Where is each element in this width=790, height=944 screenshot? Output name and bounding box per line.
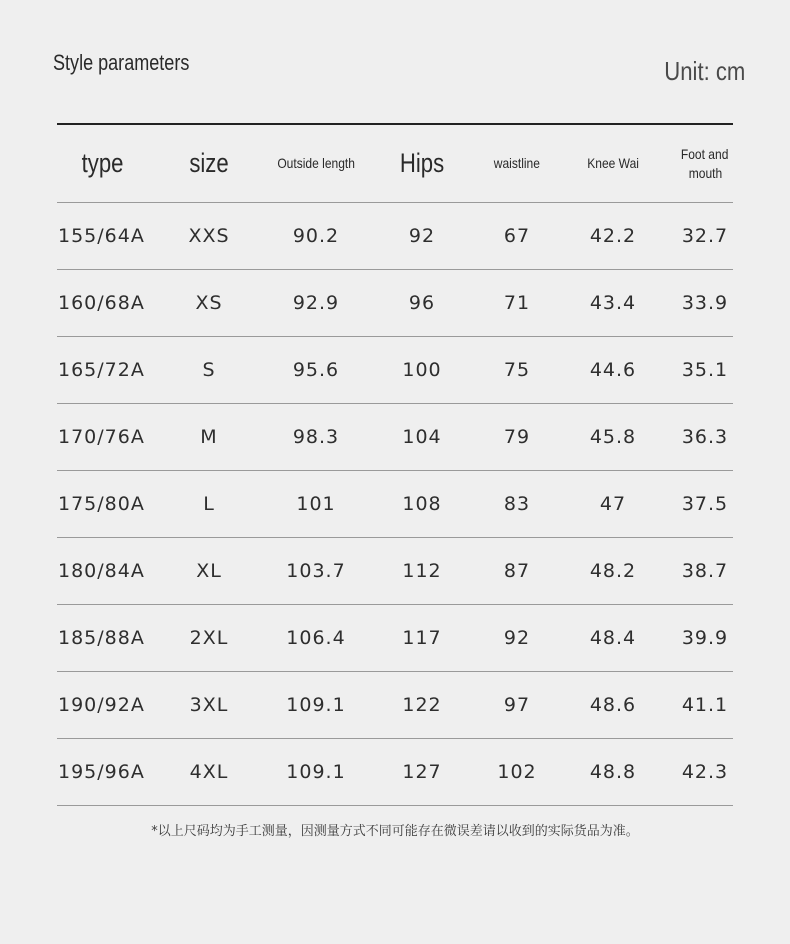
table-row xyxy=(57,538,733,605)
cell-hips: 92 xyxy=(408,225,436,247)
cell-type: 155/64A xyxy=(58,225,145,247)
page-title: Style parameters xyxy=(53,50,190,75)
header-foot-line1: Foot and xyxy=(681,145,729,162)
cell-type: 160/68A xyxy=(58,292,145,314)
cell-hips: 108 xyxy=(402,493,442,515)
cell-outside-length: 95.6 xyxy=(292,359,340,381)
header-cell-knee xyxy=(567,125,659,202)
cell-type: 190/92A xyxy=(58,694,145,716)
cell-size: 4XL xyxy=(189,761,229,783)
cell-foot-mouth: 37.5 xyxy=(681,493,729,515)
cell-foot-mouth: 33.9 xyxy=(681,292,729,314)
header-cell-size xyxy=(159,125,259,202)
table-body xyxy=(57,203,733,806)
cell-knee: 43.4 xyxy=(589,292,637,314)
cell-knee: 47 xyxy=(599,493,627,515)
cell-hips: 127 xyxy=(402,761,442,783)
cell-foot-mouth: 41.1 xyxy=(681,694,729,716)
cell-hips: 112 xyxy=(402,560,442,582)
cell-waistline: 79 xyxy=(503,426,531,448)
cell-type: 165/72A xyxy=(58,359,145,381)
cell-size: L xyxy=(203,493,215,515)
footnote: *以上尺码均为手工测量，因测量方式不同可能存在微误差请以收到的实际货品为准。 xyxy=(151,824,639,839)
unit-label: Unit: cm xyxy=(663,56,745,86)
table-header-row xyxy=(57,125,733,203)
cell-knee: 48.2 xyxy=(589,560,637,582)
cell-outside-length: 109.1 xyxy=(286,761,346,783)
cell-waistline: 75 xyxy=(503,359,531,381)
cell-outside-length: 98.3 xyxy=(292,426,340,448)
header-outside-length-label: Outside length xyxy=(277,155,355,171)
cell-foot-mouth: 36.3 xyxy=(681,426,729,448)
table-row xyxy=(57,739,733,806)
cell-hips: 122 xyxy=(402,694,442,716)
cell-size: XS xyxy=(195,292,223,314)
cell-knee: 48.8 xyxy=(589,761,637,783)
cell-waistline: 67 xyxy=(503,225,531,247)
header-knee-label: Knee Wai xyxy=(587,155,639,171)
cell-type: 175/80A xyxy=(58,493,145,515)
cell-type: 180/84A xyxy=(58,560,145,582)
cell-hips: 117 xyxy=(402,627,442,649)
cell-type: 195/96A xyxy=(58,761,145,783)
table-row xyxy=(57,203,733,270)
cell-waistline: 83 xyxy=(503,493,531,515)
table-row xyxy=(57,471,733,538)
header-cell-waistline xyxy=(471,125,563,202)
cell-knee: 48.4 xyxy=(589,627,637,649)
cell-size: M xyxy=(200,426,218,448)
cell-outside-length: 109.1 xyxy=(286,694,346,716)
cell-foot-mouth: 32.7 xyxy=(681,225,729,247)
cell-type: 185/88A xyxy=(58,627,145,649)
cell-outside-length: 106.4 xyxy=(286,627,346,649)
cell-size: XL xyxy=(196,560,222,582)
cell-knee: 42.2 xyxy=(589,225,637,247)
cell-size: S xyxy=(202,359,216,381)
cell-knee: 48.6 xyxy=(589,694,637,716)
cell-foot-mouth: 38.7 xyxy=(681,560,729,582)
cell-type: 170/76A xyxy=(58,426,145,448)
cell-foot-mouth: 42.3 xyxy=(681,761,729,783)
cell-knee: 44.6 xyxy=(589,359,637,381)
header-cell-outside-length xyxy=(269,125,363,202)
cell-hips: 100 xyxy=(402,359,442,381)
header-waistline-label: waistline xyxy=(493,155,541,171)
table-row xyxy=(57,337,733,404)
header-cell-type xyxy=(57,125,149,202)
table-row xyxy=(57,404,733,471)
cell-foot-mouth: 35.1 xyxy=(681,359,729,381)
cell-outside-length: 92.9 xyxy=(292,292,340,314)
cell-outside-length: 103.7 xyxy=(286,560,346,582)
cell-waistline: 87 xyxy=(503,560,531,582)
cell-size: 3XL xyxy=(189,694,229,716)
size-table xyxy=(57,123,733,806)
cell-size: XXS xyxy=(188,225,230,247)
cell-waistline: 102 xyxy=(497,761,537,783)
table-row xyxy=(57,672,733,739)
cell-outside-length: 101 xyxy=(296,493,336,515)
cell-outside-length: 90.2 xyxy=(292,225,340,247)
cell-hips: 104 xyxy=(402,426,442,448)
header-hips-label: Hips xyxy=(399,148,445,178)
cell-knee: 45.8 xyxy=(589,426,637,448)
header-cell-hips xyxy=(375,125,469,202)
cell-size: 2XL xyxy=(189,627,229,649)
table-row xyxy=(57,605,733,672)
table-row xyxy=(57,270,733,337)
header-cell-foot-mouth xyxy=(663,125,747,202)
cell-waistline: 71 xyxy=(503,292,531,314)
header-foot-line2: mouth xyxy=(688,164,722,181)
header-type-label: type xyxy=(82,148,124,178)
cell-waistline: 92 xyxy=(503,627,531,649)
cell-hips: 96 xyxy=(408,292,436,314)
header-size-label: size xyxy=(189,148,229,178)
cell-foot-mouth: 39.9 xyxy=(681,627,729,649)
cell-waistline: 97 xyxy=(503,694,531,716)
